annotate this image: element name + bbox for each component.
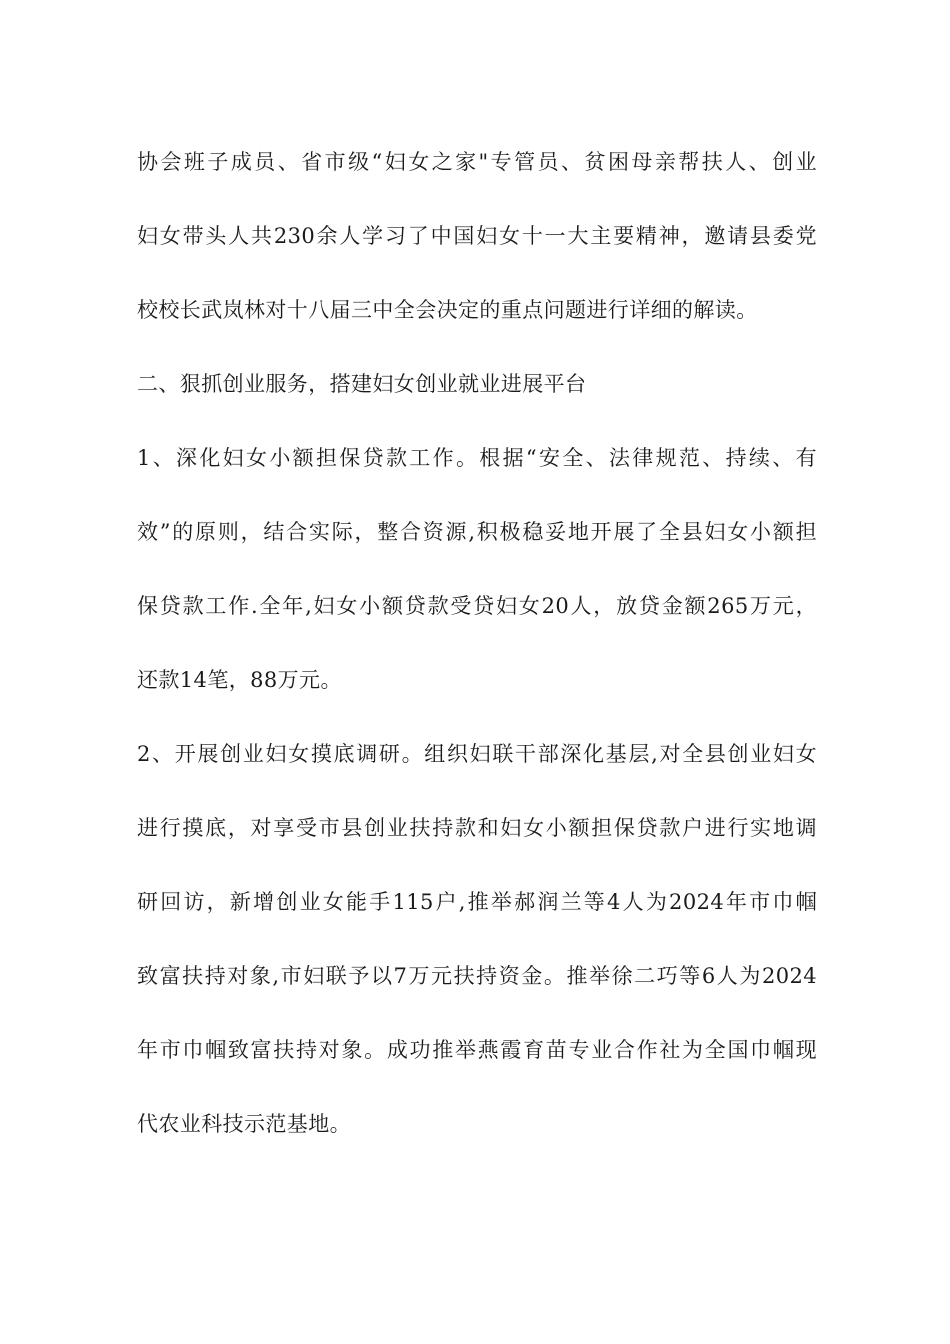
paragraph-line: 还款14笔，88万元。 <box>137 668 342 692</box>
paragraph-line: 妇女带头人共230余人学习了中国妇女十一大主要精神，邀请县委党 <box>137 224 817 248</box>
paragraph-line: 研回访，新增创业女能手115户,推举郝润兰等4人为2024年市巾帼 <box>137 890 817 914</box>
paragraph-line: 效”的原则，结合实际，整合资源,积极稳妥地开展了全县妇女小额担 <box>137 520 817 544</box>
paragraph-line: 代农业科技示范基地。 <box>137 1112 351 1136</box>
paragraph-line: 协会班子成员、省市级“妇女之家"专管员、贫困母亲帮扶人、创业 <box>137 150 817 174</box>
paragraph-line: 2、开展创业妇女摸底调研。组织妇联干部深化基层,对全县创业妇女 <box>137 742 817 766</box>
section-heading: 二、狠抓创业服务，搭建妇女创业就业进展平台 <box>137 372 587 396</box>
paragraph-line: 保贷款工作.全年,妇女小额贷款受贷妇女20人，放贷金额265万元， <box>137 594 817 618</box>
paragraph-line: 年市巾帼致富扶持对象。成功推举燕霞育苗专业合作社为全国巾帼现 <box>137 1038 817 1062</box>
paragraph-line: 校校长武岚林对十八届三中全会决定的重点问题进行详细的解读。 <box>137 298 758 322</box>
paragraph-line: 1、深化妇女小额担保贷款工作。根据“安全、法律规范、持续、有 <box>137 446 817 470</box>
paragraph-line: 进行摸底，对享受市县创业扶持款和妇女小额担保贷款户进行实地调 <box>137 816 817 840</box>
paragraph-line: 致富扶持对象,市妇联予以7万元扶持资金。推举徐二巧等6人为2024 <box>137 964 817 988</box>
